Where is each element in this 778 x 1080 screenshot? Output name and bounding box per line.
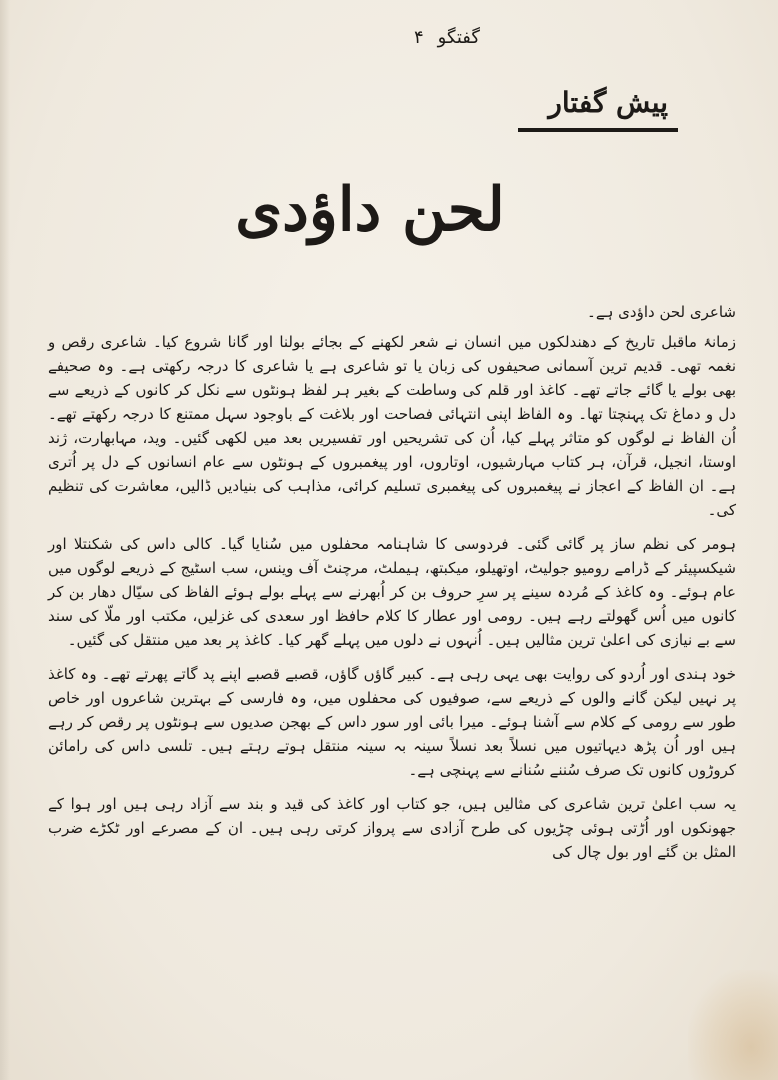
running-header — [330, 22, 480, 52]
paragraph-3: ہومر کی نظم ساز پر گائی گئی۔ فردوسی کا شاہنامہ محفلوں میں سُنایا گیا۔ کالی داس کی شکنتلا اور شیکسپیئر کے ڈرامے رومیو جولیٹ، اوتھیلو، میکبتھ، ہیملٹ، مرچنٹ آف وینس، سب اسٹیج کے ذریعے لوگوں میں عام ہوئے۔ وہ کاغذ کے مُردہ سینے پر سرِ حروف بن کر اُبھرنے سے پہلے بولے ہوئے الفاظ کی سیّال دھار بن کر کانوں میں اُس گھولتے رہے ہیں۔ رومی اور عطار کا کلام حافظ اور سعدی کی غزلیں، مکتب اور ملّا کی سند سے بے نیازی کی اعلیٰ ترین مثالیں ہیں۔ اُنہوں نے دلوں میں پہلے گھر کیا۔ کاغذ پر بعد میں منتقل کی گئیں۔ — [48, 535, 736, 649]
paragraph-5: یہ سب اعلیٰ ترین شاعری کی مثالیں ہیں، جو کتاب اور کاغذ کی قید و بند سے آزاد رہی ہیں اور ہوا کے جھونکوں اور اُڑتی ہوئی چڑیوں کی طرح آزادی سے پرواز کرتی رہی ہیں۔ ان کے مصرعے اور ٹکڑے ضرب المثل بن گئے اور بول چال کی — [48, 795, 736, 861]
chapter-title: لحن داؤدی — [235, 175, 505, 245]
section-heading-underline — [518, 128, 678, 132]
page-edge-shadow — [0, 0, 10, 1080]
section-heading: پیش گفتار — [548, 86, 668, 119]
page-number: ۴ — [413, 26, 424, 48]
paragraph-2: زمانۂ ماقبل تاریخ کے دھندلکوں میں انسان نے شعر لکھنے کے بجائے بولنا اور گانا شروع کیا۔ شاعری رقص و نغمہ تھی۔ قدیم ترین آسمانی صحیفوں کی زبان یا تو شاعری ہے یا شاعری کا درجہ رکھتی ہے۔ وہ صحیفے بھی بولے یا گائے جاتے تھے۔ کاغذ اور قلم کی وساطت کے بغیر ہر لفظ ہونٹوں سے نکل کر کانوں کے ذریعے سے دل و دماغ تک پہنچتا تھا۔ وہ الفاظ اپنی انتہائی فصاحت اور بلاغت کے باوجود سہل ممتنع کا درجہ رکھتے تھے۔ اُن الفاظ نے لوگوں کو متاثر پہلے کیا، اُن کی تشریحیں اور تفسیریں بعد میں لکھی گئیں۔ وید، مہابھارت، ژند اوستا، انجیل، قرآن، ہر کتاب مہارشیوں، اوتاروں، اور پیغمبروں کے ہونٹوں سے عام انسانوں کے دل پر اُتری ہے۔ ان الفاظ کے اعجاز نے پیغمبروں کی پیغمبری تسلیم کرائی، مذاہب کی بنیادیں ڈالیں، معاشرت کی تنظیم کی۔ — [48, 333, 736, 519]
paragraph-4: خود ہندی اور اُردو کی روایت بھی یہی رہی ہے۔ کبیر گاؤں گاؤں، قصبے قصبے اپنے پد گاتے پھرتے تھے۔ وہ کاغذ پر نہیں لیکن گانے والوں کے ذریعے سے، صوفیوں کی محفلوں میں، وہ فارسی کے بہترین شاعروں اور خاص طور سے رومی کے کلام سے آشنا ہوئے۔ میرا بائی اور سور داس کے بھجن صدیوں سے ہونٹوں پر رقص کر رہے ہیں اور اُن پڑھ دیہاتیوں میں نسلاً بعد نسلاً سینہ بہ سینہ منتقل ہوتے رہتے ہیں۔ تلسی داس کی رامائن کروڑوں کانوں تک صرف سُننے سُنانے سے پہنچی ہے۔ — [48, 665, 736, 779]
body-text — [48, 300, 736, 1020]
paper-stain — [688, 970, 778, 1080]
paragraph-1: شاعری لحن داؤدی ہے۔ — [587, 303, 736, 321]
running-header-title: گفتگو — [437, 26, 480, 48]
